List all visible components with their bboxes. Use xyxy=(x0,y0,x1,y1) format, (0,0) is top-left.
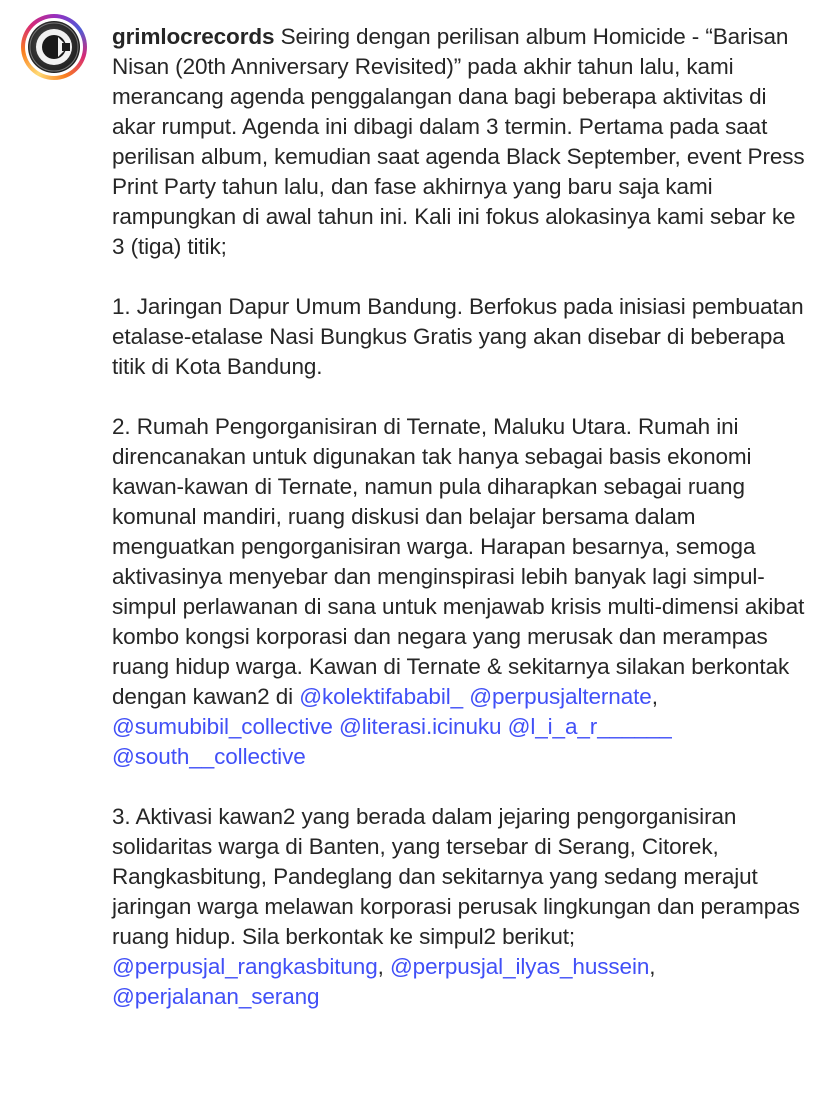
profile-avatar-logo-icon xyxy=(28,21,80,73)
caption-point-1: 1. Jaringan Dapur Umum Bandung. Berfokus pada inisiasi pembuatan etalase-etalase Nasi Bungkus Gratis yang akan disebar di beberapa titik di Kota Bandung. xyxy=(112,294,804,379)
paragraph-gap xyxy=(112,772,812,802)
username-link[interactable]: grimlocrecords xyxy=(112,24,275,49)
mention-link[interactable]: @perpusjal_rangkasbitung xyxy=(112,954,378,979)
caption-intro xyxy=(112,22,812,262)
separator: , xyxy=(649,954,656,979)
caption-point-3-text: 3. Aktivasi kawan2 yang berada dalam jejaring pengorganisiran solidaritas warga di Banten, yang tersebar di Serang, Citorek, Rangkasbitung, Pandeglang dan sekitarnya yang sedang merajut jaringan warga melawan korporasi perusak lingkungan dan perampas ruang hidup. Sila berkontak ke simpul2 berikut; xyxy=(112,804,800,949)
paragraph-gap xyxy=(112,382,812,412)
mention-link[interactable]: @perpusjalternate xyxy=(469,684,652,709)
caption-point-2-text: 2. Rumah Pengorganisiran di Ternate, Maluku Utara. Rumah ini direncanakan untuk digunakan tak hanya sebagai basis ekonomi kawan-kawan di Ternate, namun pula diharapkan sebagai ruang komunal mandiri, ruang diskusi dan belajar bersama dalam menguatkan pengorganisiran warga. Harapan besarnya, semoga aktivasinya menyebar dan menginspirasi lebih banyak lagi simpul-simpul perlawanan di sana untuk menjawab krisis multi-dimensi akibat kombo kongsi korporasi dan negara yang merusak dan merampas ruang hidup warga. Kawan di Ternate & sekitarnya silakan berkontak dengan kawan2 di xyxy=(112,414,805,709)
avatar[interactable] xyxy=(28,21,80,73)
paragraph-gap xyxy=(112,262,812,292)
separator: , xyxy=(651,684,658,709)
caption-intro-text: Seiring dengan perilisan album Homicide - “Barisan Nisan (20th Anniversary Revisited)” pada akhir tahun lalu, kami merancang agenda penggalangan dana bagi beberapa aktivitas di akar rumput. Agenda ini dibagi dalam 3 termin. Pertama pada saat perilisan album, kemudian saat agenda Black September, event Press Print Party tahun lalu, dan fase akhirnya yang baru saja kami rampungkan di awal tahun ini. Kali ini fokus alokasinya kami sebar ke 3 (tiga) titik; xyxy=(112,24,805,259)
avatar-border xyxy=(25,18,83,76)
caption-point-3 xyxy=(112,802,812,1012)
mention-link[interactable]: @sumubibil_collective xyxy=(112,714,333,739)
post-caption xyxy=(112,22,812,1012)
mention-link[interactable]: @literasi.icinuku xyxy=(339,714,502,739)
separator: , xyxy=(377,954,390,979)
mention-link[interactable]: @l_i_a_r______ xyxy=(507,714,672,739)
mention-link[interactable]: @perjalanan_serang xyxy=(112,984,320,1009)
mention-link[interactable]: @south__collective xyxy=(112,744,306,769)
avatar-story-ring[interactable] xyxy=(21,14,87,80)
caption-point-2 xyxy=(112,412,812,772)
mention-link[interactable]: @perpusjal_ilyas_hussein xyxy=(389,954,650,979)
mention-link[interactable]: @kolektifababil_ xyxy=(299,684,464,709)
